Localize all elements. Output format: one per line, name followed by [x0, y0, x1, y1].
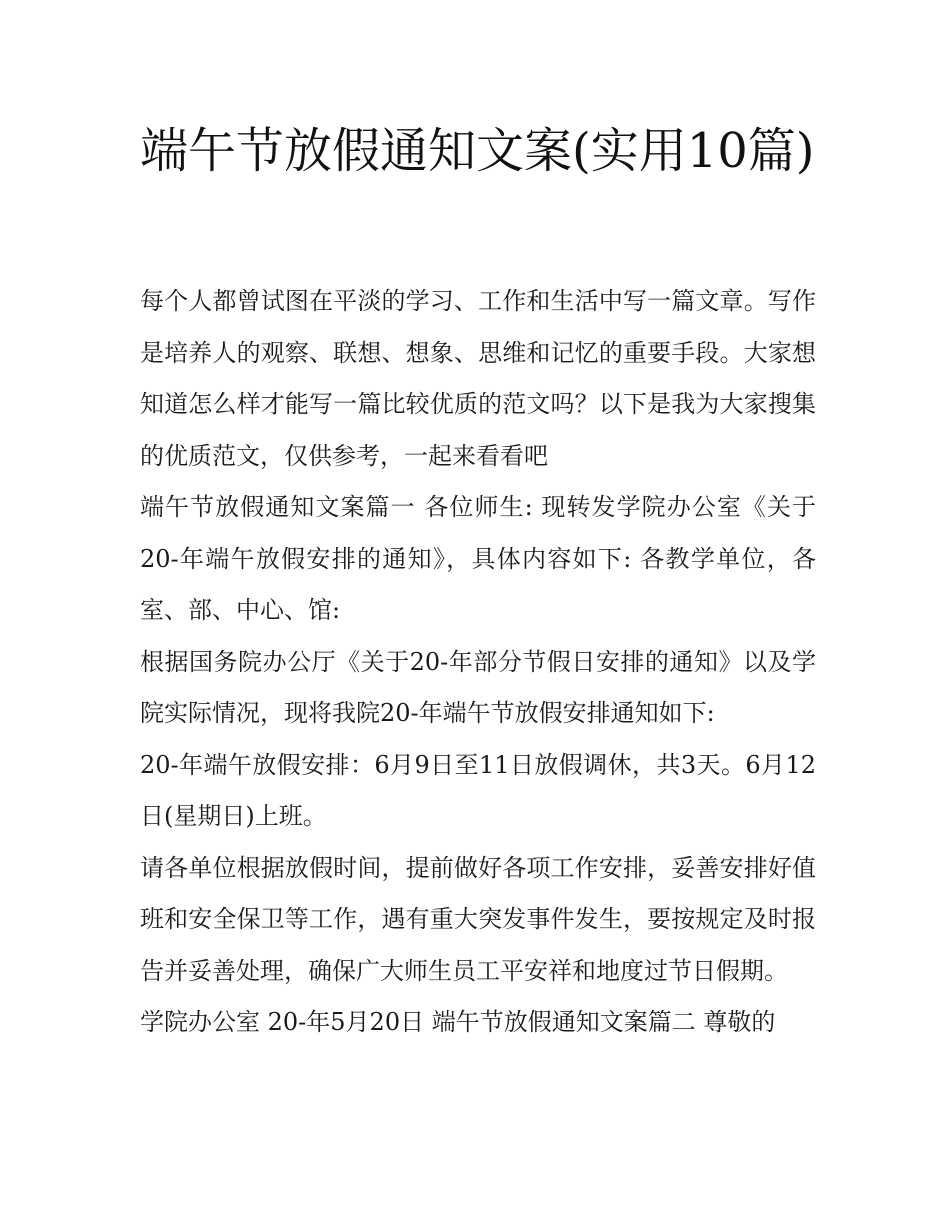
document-title: 端午节放假通知文案(实用10篇): [140, 123, 815, 179]
paragraph-requirements: 请各单位根据放假时间，提前做好各项工作安排，妥善安排好值班和安全保卫等工作，遇有重大突发事件发生，要按规定及时报告并妥善处理，确保广大师生员工平安祥和地度过节日假期。: [140, 853, 816, 985]
document-body: [140, 276, 816, 1049]
paragraph-basis: 根据国务院办公厅《关于20-年部分节假日安排的通知》以及学院实际情况，现将我院20-年端午节放假安排通知如下:: [140, 647, 816, 727]
paragraph-schedule: 20-年端午放假安排：6月9日至11日放假调休，共3天。6月12日(星期日)上班。: [140, 750, 816, 830]
paragraph-notice-one: 端午节放假通知文案篇一 各位师生: 现转发学院办公室《关于20-年端午放假安排的通知》，具体内容如下: 各教学单位，各室、部、中心、馆:: [140, 493, 816, 624]
paragraph-signature: 学院办公室 20-年5月20日 端午节放假通知文案篇二 尊敬的: [140, 1008, 776, 1036]
paragraph-intro: 每个人都曾试图在平淡的学习、工作和生活中写一篇文章。写作是培养人的观察、联想、想象、思维和记忆的重要手段。大家想知道怎么样才能写一篇比较优质的范文吗？以下是我为大家搜集的优质范文，仅供参考，一起来看看吧: [140, 287, 816, 470]
